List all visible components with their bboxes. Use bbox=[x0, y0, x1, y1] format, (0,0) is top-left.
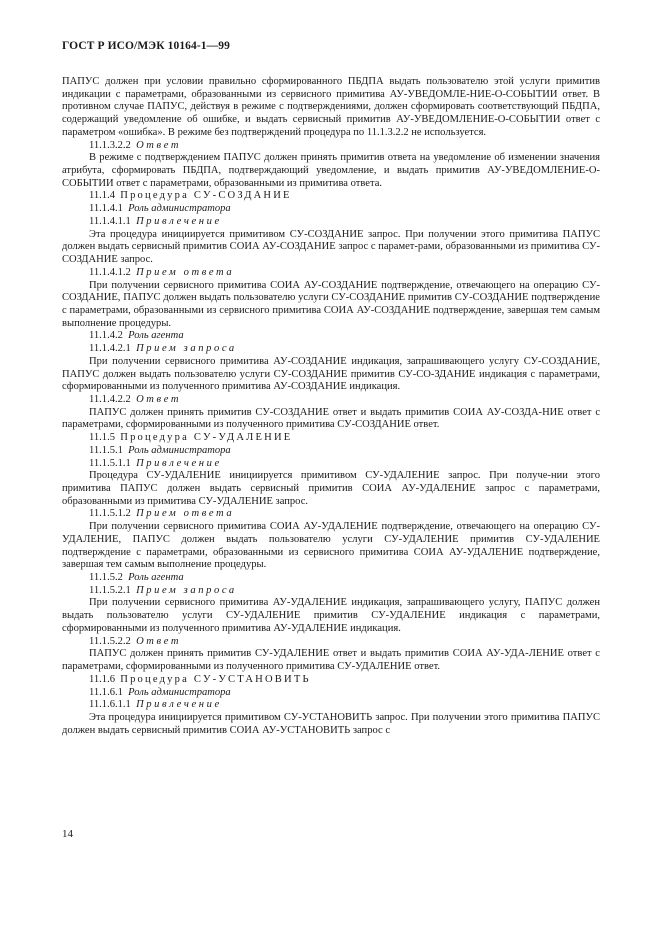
section-number: 11.1.4 bbox=[89, 190, 115, 202]
section-heading bbox=[62, 216, 600, 229]
section-heading bbox=[62, 267, 600, 280]
body-paragraph bbox=[62, 470, 600, 508]
section-heading bbox=[62, 445, 600, 458]
paragraph-text: При получении сервисного примитива СОИА АУ-УДАЛЕНИЕ подтверждение, отвечающего на операцию СУ-УДАЛЕНИЕ, ПАПУС должен выдать пользователю услуги СУ-УДАЛЕНИЕ примитив СУ-УДАЛЕНИЕ подтверждение с параметрами, образованными из сервисного примитива СОИА АУ-УДАЛЕНИЕ подтверждение, завершая тем самым выполнение процедуры. bbox=[62, 521, 600, 571]
section-label: Ответ bbox=[136, 139, 182, 151]
body-paragraph bbox=[62, 229, 600, 267]
section-heading bbox=[62, 394, 600, 407]
paragraph-text: Эта процедура инициируется примитивом СУ-СОЗДАНИЕ запрос. При получении этого примитива ПАПУС должен выдать сервисный примитив СОИА АУ-СОЗДАНИЕ запрос с парамет-рами, образованными из примитива СУ-СОЗДАНИЕ запрос. bbox=[62, 228, 600, 266]
section-number: 11.1.5 bbox=[89, 432, 115, 444]
paragraph-text: ПАПУС должен принять примитив СУ-СОЗДАНИЕ ответ и выдать примитив СОИА АУ-СОЗДА-НИЕ ответ с параметрами, сформированными из полученного примитива СУ-СОЗДАНИЕ ответ. bbox=[62, 406, 600, 431]
section-heading bbox=[62, 343, 600, 356]
section-heading bbox=[62, 636, 600, 649]
section-number: 11.1.5.2 bbox=[89, 572, 123, 584]
section-number: 11.1.4.2.2 bbox=[89, 393, 131, 405]
section-label: Привлечение bbox=[136, 457, 222, 469]
paragraph-text: Процедура СУ-УДАЛЕНИЕ инициируется примитивом СУ-УДАЛЕНИЕ запрос. При получе-нии этого примитива ПАПУС должен выдать сервисный примитив СОИА АУ-УДАЛЕНИЕ запрос с параметрами, образованными из примитива СУ-УДАЛЕНИЕ запрос. bbox=[62, 470, 600, 507]
section-heading bbox=[62, 674, 600, 687]
section-heading bbox=[62, 585, 600, 598]
paragraph-text: В режиме с подтверждением ПАПУС должен принять примитив ответа на уведомление об изменении значения атрибута, сформировать ПБДПА, подтверждающий уведомление, и выдать примитив АУ-УВЕДОМЛЕНИЕ-О-СОБЫТИИ ответ с параметрами, образованными из примитива ответа. bbox=[62, 152, 600, 189]
section-label: Привлечение bbox=[136, 699, 222, 711]
section-number: 11.1.5.1 bbox=[89, 444, 123, 456]
section-number: 11.1.5.2.1 bbox=[89, 584, 131, 596]
section-number: 11.1.5.1.2 bbox=[89, 508, 131, 520]
paragraph-text: ПАПУС должен принять примитив СУ-УДАЛЕНИЕ ответ и выдать примитив СОИА АУ-УДА-ЛЕНИЕ ответ с параметрами, сформированными из полученного примитива СУ-УДАЛЕНИЕ ответ. bbox=[62, 648, 600, 673]
section-label: Процедура СУ-УСТАНОВИТЬ bbox=[120, 673, 311, 685]
section-heading bbox=[62, 140, 600, 153]
section-heading bbox=[62, 699, 600, 712]
section-label: Прием ответа bbox=[136, 508, 235, 520]
body-paragraph bbox=[62, 521, 600, 572]
section-number: 11.1.5.2.2 bbox=[89, 635, 131, 647]
section-heading bbox=[62, 330, 600, 343]
document-body bbox=[62, 76, 600, 737]
section-number: 11.1.4.1.1 bbox=[89, 215, 131, 227]
section-heading bbox=[62, 458, 600, 471]
section-label: Ответ bbox=[136, 635, 182, 647]
body-paragraph bbox=[62, 152, 600, 190]
body-paragraph bbox=[62, 712, 600, 737]
body-paragraph bbox=[62, 280, 600, 331]
section-heading bbox=[62, 572, 600, 585]
section-number: 11.1.4.2 bbox=[89, 330, 123, 342]
section-number: 11.1.4.1 bbox=[89, 203, 123, 215]
document-page bbox=[62, 40, 600, 737]
section-heading bbox=[62, 203, 600, 216]
body-paragraph bbox=[62, 648, 600, 673]
section-label: Прием запроса bbox=[136, 343, 237, 355]
section-number: 11.1.3.2.2 bbox=[89, 139, 131, 151]
section-label: Процедура СУ-СОЗДАНИЕ bbox=[120, 190, 292, 202]
section-label: Привлечение bbox=[136, 215, 222, 227]
section-number: 11.1.6.1 bbox=[89, 686, 123, 698]
section-label: Роль администратора bbox=[128, 444, 231, 456]
section-number: 11.1.4.2.1 bbox=[89, 343, 131, 355]
section-label: Прием ответа bbox=[136, 266, 235, 278]
section-number: 11.1.5.1.1 bbox=[89, 457, 131, 469]
paragraph-text: При получении сервисного примитива АУ-УДАЛЕНИЕ индикация, запрашивающего услугу, ПАПУС должен выдать пользователю услуги СУ-УДАЛЕНИЕ примитив СУ-УДАЛЕНИЕ индикация с параметрами, сформированными из полученного примитива АУ-УДАЛЕНИЕ индикация. bbox=[62, 597, 600, 634]
paragraph-text: При получении сервисного примитива СОИА АУ-СОЗДАНИЕ подтверждение, отвечающего на операцию СУ-СОЗДАНИЕ, ПАПУС должен выдать пользователю услуги СУ-СОЗДАНИЕ примитив СУ-СОЗДАНИЕ подтверждение с параметрами, образованными из сервисного примитива СОИА АУ-СОЗДАНИЕ подтверждение, завершая тем самым выполнение процедуры. bbox=[62, 279, 600, 329]
section-heading bbox=[62, 508, 600, 521]
section-label: Роль администратора bbox=[128, 686, 231, 698]
section-label: Роль администратора bbox=[128, 203, 231, 215]
page-number: 14 bbox=[62, 828, 73, 840]
section-label: Процедура СУ-УДАЛЕНИЕ bbox=[120, 432, 293, 444]
body-paragraph bbox=[62, 597, 600, 635]
paragraph-text: При получении сервисного примитива АУ-СОЗДАНИЕ индикация, запрашивающего услугу СУ-СОЗДАНИЕ, ПАПУС должен выдать пользователю услуги СУ-СОЗДАНИЕ примитив СУ-СО-ЗДАНИЕ индикация с параметрами, сформированными из полученного примитива АУ-СОЗДАНИЕ индикация. bbox=[62, 355, 600, 393]
section-number: 11.1.4.1.2 bbox=[89, 266, 131, 278]
section-label: Роль агента bbox=[128, 572, 184, 584]
paragraph-text: Эта процедура инициируется примитивом СУ-УСТАНОВИТЬ запрос. При получении этого примитива ПАПУС должен выдать сервисный примитив СОИА АУ-УСТАНОВИТЬ запрос с bbox=[62, 711, 600, 736]
section-number: 11.1.6.1.1 bbox=[89, 699, 131, 711]
section-label: Роль агента bbox=[128, 330, 184, 342]
section-heading bbox=[62, 190, 600, 203]
body-paragraph bbox=[62, 356, 600, 394]
section-number: 11.1.6 bbox=[89, 673, 115, 685]
section-label: Ответ bbox=[136, 393, 182, 405]
paragraph-text: ПАПУС должен при условии правильно сформированного ПБДПА выдать пользователю этой услуги примитив индикации с параметрами, образованными из сервисного примитива АУ-УВЕДОМЛЕ-НИЕ-О-СОБЫТИИ ответ. В противном случае ПАПУС, действуя в режиме с подтверждениями, должен сформировать соответствующий ПБДПА, содержащий уведомление об ошибке, и выдать сервисный примитив АУ-УВЕДОМЛЕНИЕ-О-СОБЫТИИ ответ с параметром «ошибка». В режиме без подтверждений процедура по 11.1.3.2.2 не используется. bbox=[62, 76, 600, 138]
body-paragraph bbox=[62, 76, 600, 140]
section-label: Прием запроса bbox=[136, 584, 237, 596]
document-header: ГОСТ Р ИСО/МЭК 10164-1—99 bbox=[62, 40, 230, 52]
body-paragraph bbox=[62, 407, 600, 432]
section-heading bbox=[62, 687, 600, 700]
section-heading bbox=[62, 432, 600, 445]
